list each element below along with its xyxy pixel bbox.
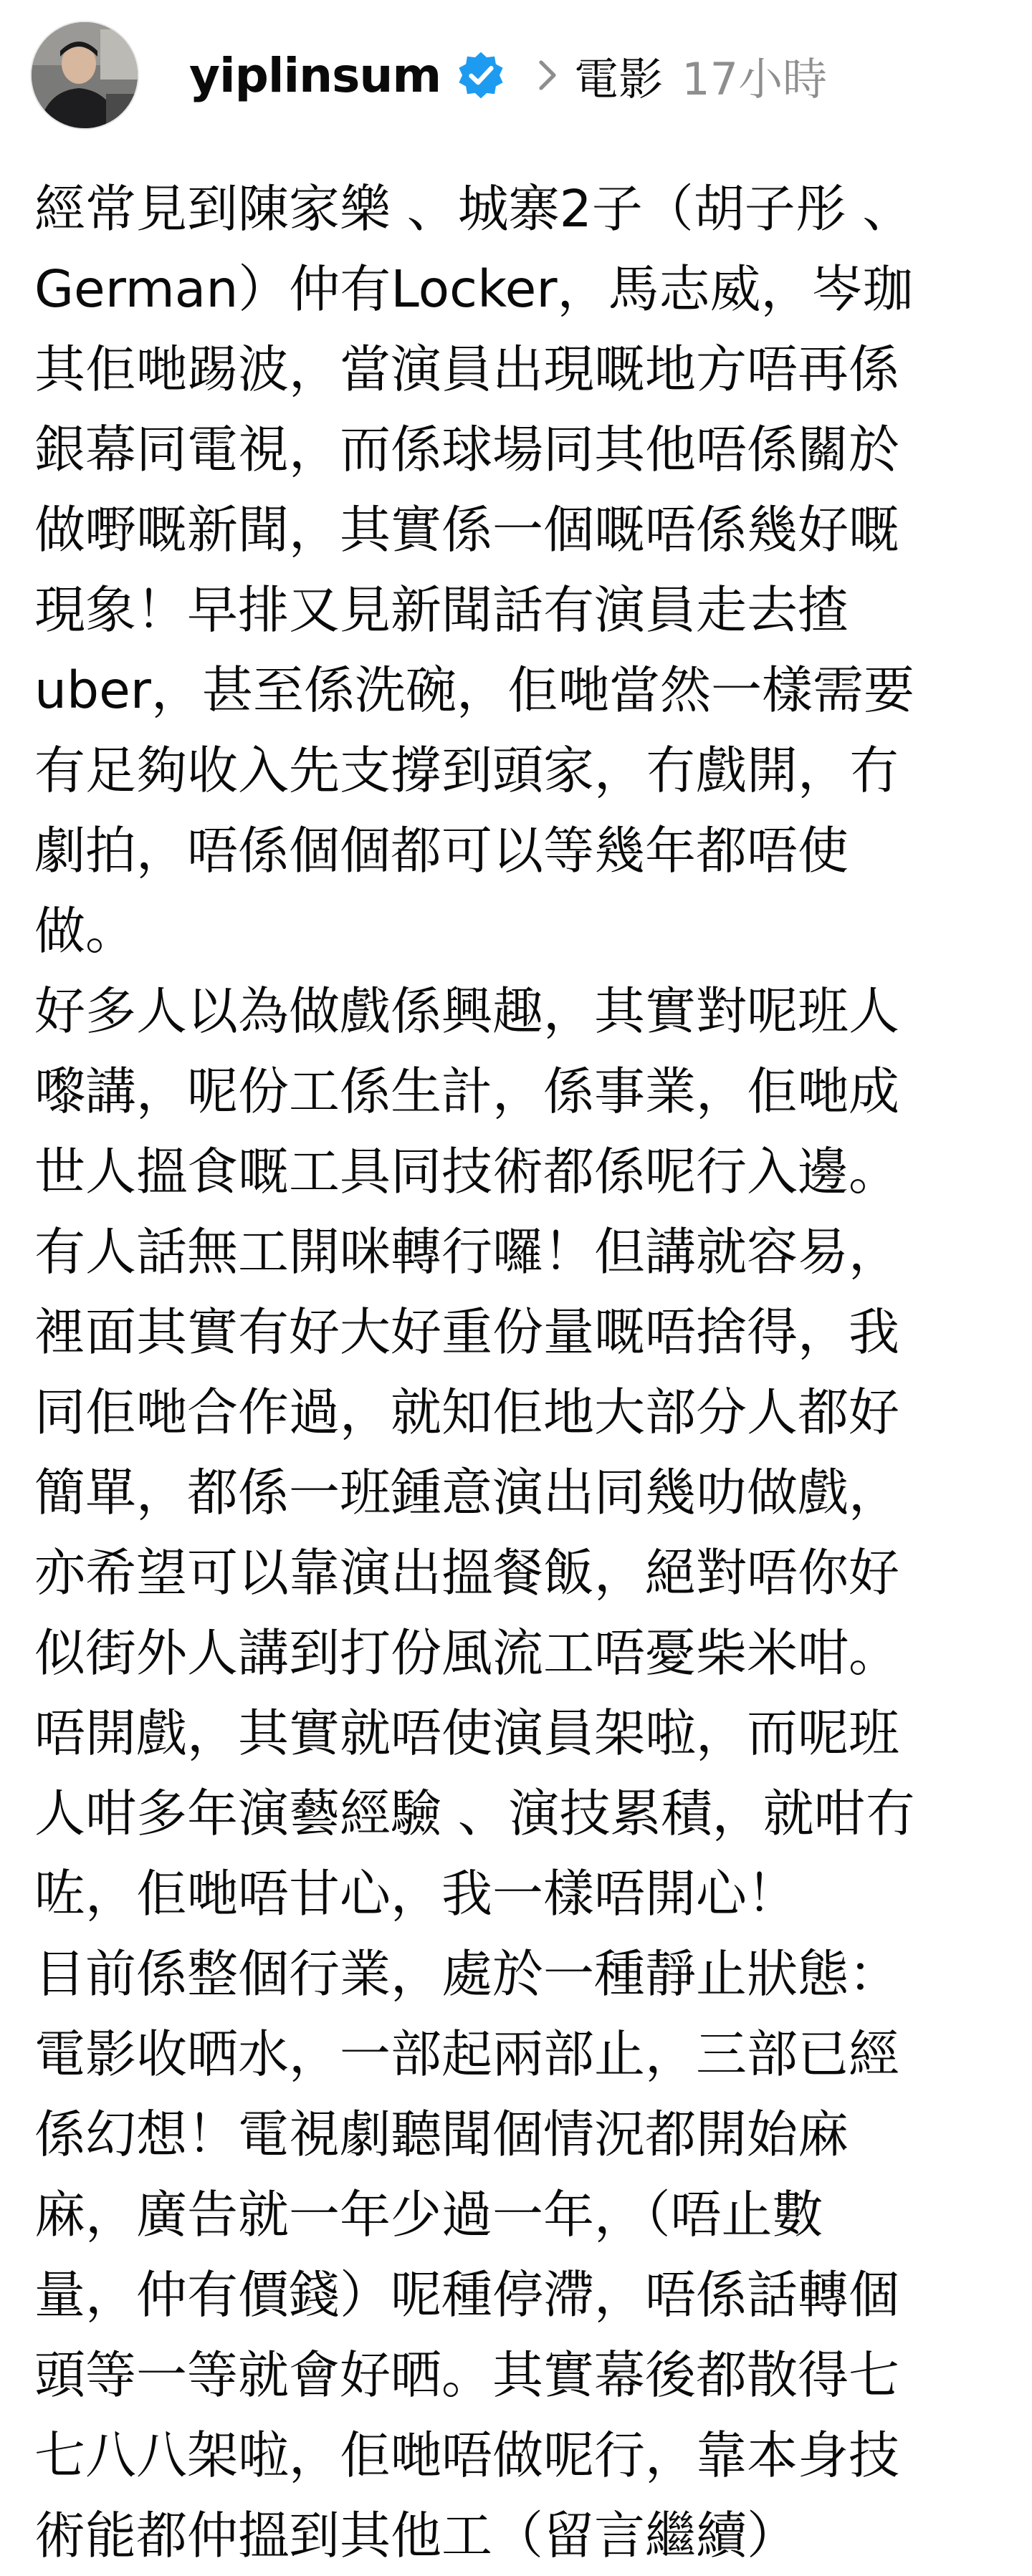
caption-line: 世人搵食嘅工具同技術都係呢行入邊。 xyxy=(34,1142,900,1201)
caption-line: 嚟講，呢份工係生計，係事業，佢哋成 xyxy=(34,1062,900,1121)
caption-line: 有足夠收入先支撐到頭家，冇戲開，冇 xyxy=(34,741,900,800)
caption-line: 同佢哋合作過，就知佢地大部分人都好 xyxy=(34,1383,900,1442)
caption-line: 做嘢嘅新聞，其實係一個嘅唔係幾好嘅 xyxy=(34,500,900,559)
avatar[interactable] xyxy=(32,22,138,128)
caption-line: 現象！早排又見新聞話有演員走去揸 xyxy=(34,580,849,640)
avatar-photo xyxy=(32,22,138,128)
caption-line: 做。 xyxy=(34,901,137,961)
category-link[interactable]: 電影 xyxy=(574,52,664,105)
caption-line: uber，甚至係洗碗，佢哋當然一樣需要 xyxy=(34,660,914,720)
caption-line: 頭等一等就會好晒。其實幕後都散得七 xyxy=(34,2345,900,2405)
caption-line: 麻，廣告就一年少過一年，（唔止數 xyxy=(34,2185,823,2244)
caption-line: 有人話無工開咪轉行囉！但講就容易， xyxy=(34,1222,900,1282)
caption-line: 經常見到陳家樂 、城寨2子（胡子彤 、 xyxy=(34,179,914,239)
caption-line: 人咁多年演藝經驗 、演技累積，就咁冇 xyxy=(34,1784,916,1843)
caption-line: 術能都仲搵到其他工（留言繼續） xyxy=(34,2506,798,2565)
caption-line: 係幻想！電視劇聽聞個情況都開始麻 xyxy=(34,2105,849,2164)
post-caption xyxy=(34,169,1003,2576)
caption-line: 目前係整個行業，處於一種靜止狀態： xyxy=(34,1944,900,2004)
caption-line: 咗，佢哋唔甘心，我一樣唔開心！ xyxy=(34,1864,798,1923)
caption-line: German）仲有Locker，馬志威，岑珈 xyxy=(34,259,914,319)
post-timestamp: 17小時 xyxy=(682,52,828,105)
caption-line: 劇拍，唔係個個都可以等幾年都唔使 xyxy=(34,821,849,880)
caption-line: 似街外人講到打份風流工唔憂柴米咁。 xyxy=(34,1623,900,1683)
caption-line: 銀幕同電視，而係球場同其他唔係關於 xyxy=(34,420,900,479)
verified-badge-icon xyxy=(455,49,507,101)
caption-line: 好多人以為做戲係興趣，其實對呢班人 xyxy=(34,981,900,1041)
caption-line: 唔開戲，其實就唔使演員架啦，而呢班 xyxy=(34,1703,900,1763)
caption-line: 七八八架啦，佢哋唔做呢行，靠本身技 xyxy=(34,2426,900,2485)
caption-line: 簡單，都係一班鍾意演出同幾叻做戲， xyxy=(34,1463,900,1522)
caption-line: 量，仲有價錢）呢種停滯，唔係話轉個 xyxy=(34,2265,900,2325)
username[interactable]: yiplinsum xyxy=(189,47,441,103)
chevron-right-icon xyxy=(532,55,561,95)
caption-line: 亦希望可以靠演出搵餐飯，絕對唔你好 xyxy=(34,1543,900,1602)
caption-line: 裡面其實有好大好重份量嘅唔捨得，我 xyxy=(34,1302,900,1362)
post-header xyxy=(32,21,1000,129)
caption-line: 其佢哋踢波，當演員出現嘅地方唔再係 xyxy=(34,340,900,399)
caption-line: 電影收晒水，一部起兩部止，三部已經 xyxy=(34,2024,900,2084)
